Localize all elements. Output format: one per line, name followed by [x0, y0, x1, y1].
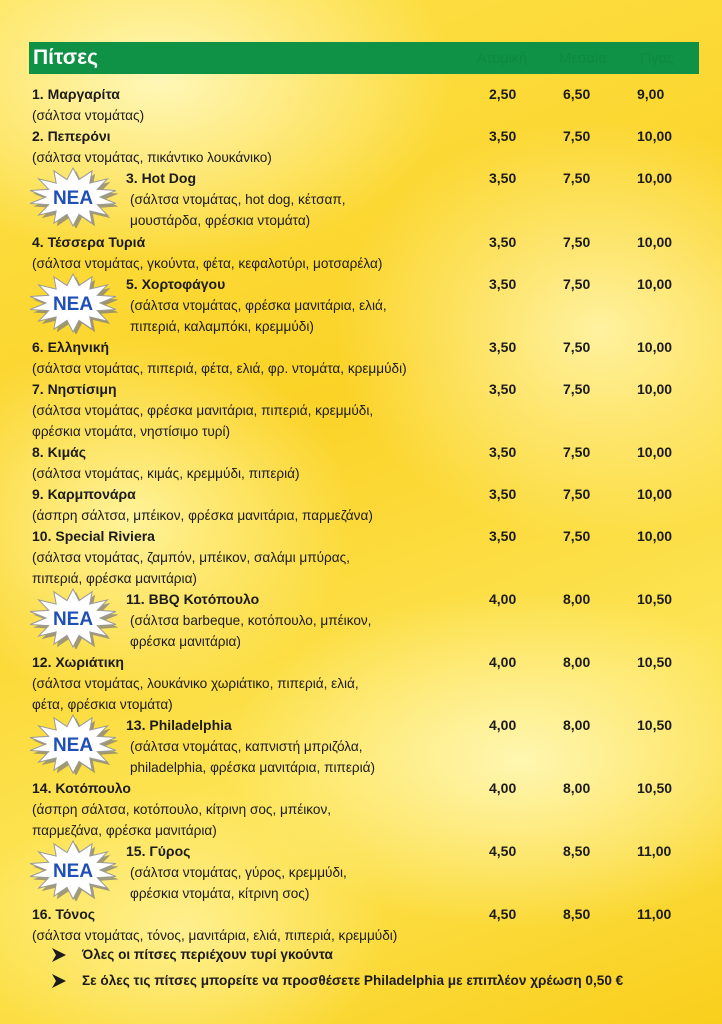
arrow-bullet-icon	[50, 946, 68, 964]
item-description: φρέσκια ντομάτα, κίτρινη σος)	[130, 886, 310, 901]
item-description: (σάλτσα ντομάτας, ζαμπόν, μπέικον, σαλάμι μπύρας,	[32, 550, 350, 565]
price-giant: 10,00	[637, 339, 673, 355]
item-description: (σάλτσα barbeque, κοτόπουλο, μπέικον,	[130, 613, 372, 628]
item-name: 3. Hot Dog	[126, 170, 196, 186]
new-badge-label: ΝΕΑ	[52, 735, 94, 756]
note-text: Όλες οι πίτσες περιέχουν τυρί γκούντα	[82, 947, 333, 962]
item-description: (σάλτσα ντομάτας, τόνος, μανιτάρια, ελιά, πιπεριά, κρεμμύδι)	[32, 928, 398, 943]
section-title: Πίτσες	[33, 46, 99, 69]
price-medium: 7,50	[563, 486, 591, 502]
item-description: πιπεριά, φρέσκα μανιτάρια)	[32, 571, 197, 586]
item-description: (σάλτσα ντομάτας, πιπεριά, φέτα, ελιά, φρ. ντομάτα, κρεμμύδι)	[32, 361, 407, 376]
new-badge-label: ΝΕΑ	[52, 294, 94, 315]
item-description: (σάλτσα ντομάτας, φρέσκα μανιτάρια, πιπεριά, κρεμμύδι,	[32, 403, 374, 418]
new-badge-label: ΝΕΑ	[52, 861, 94, 882]
arrow-bullet-icon	[50, 972, 68, 990]
price-small: 3,50	[489, 170, 517, 186]
price-giant: 10,50	[637, 780, 673, 796]
price-small: 4,00	[489, 591, 517, 607]
item-name: 7. Νηστίσιμη	[32, 381, 117, 397]
price-medium: 7,50	[563, 381, 591, 397]
new-badge-label: ΝΕΑ	[52, 188, 94, 209]
price-giant: 10,00	[637, 528, 673, 544]
item-description: (σάλτσα ντομάτας, hot dog, κέτσαπ,	[130, 192, 346, 207]
item-description: (άσπρη σάλτσα, κοτόπουλο, κίτρινη σος, μπέικον,	[32, 802, 332, 817]
price-giant: 10,50	[637, 591, 673, 607]
column-giant: Γίγας	[640, 51, 674, 67]
item-name: 13. Philadelphia	[126, 717, 232, 733]
item-name: 16. Τόνος	[32, 906, 96, 922]
item-name: 11. BBQ Κοτόπουλο	[126, 591, 260, 607]
item-description: μουστάρδα, φρέσκια ντομάτα)	[130, 213, 311, 228]
item-description: φρέσκα μανιτάρια)	[130, 634, 241, 649]
price-giant: 10,50	[637, 654, 673, 670]
item-name: 4. Τέσσερα Τυριά	[32, 234, 146, 250]
price-medium: 7,50	[563, 444, 591, 460]
price-small: 2,50	[489, 86, 517, 102]
item-name: 12. Χωριάτικη	[32, 654, 124, 670]
item-description: (σάλτσα ντομάτας)	[32, 108, 145, 123]
new-badge	[28, 272, 118, 334]
column-small: Ατομική	[476, 51, 528, 67]
item-name: 8. Κιμάς	[32, 444, 87, 460]
new-badge	[28, 713, 118, 775]
item-name: 1. Μαργαρίτα	[32, 86, 120, 102]
item-description: φέτα, φρέσκια ντομάτα)	[32, 697, 173, 712]
price-small: 3,50	[489, 339, 517, 355]
price-giant: 10,00	[637, 444, 673, 460]
price-medium: 7,50	[563, 128, 591, 144]
price-giant: 9,00	[637, 86, 665, 102]
price-small: 4,50	[489, 843, 517, 859]
item-name: 15. Γύρος	[126, 843, 191, 859]
price-giant: 11,00	[637, 843, 672, 859]
item-description: πιπεριά, καλαμπόκι, κρεμμύδι)	[130, 319, 314, 334]
price-medium: 7,50	[563, 339, 591, 355]
price-giant: 10,00	[637, 170, 673, 186]
item-description: (σάλτσα ντομάτας, γύρος, κρεμμύδι,	[130, 865, 347, 880]
price-giant: 10,00	[637, 486, 673, 502]
price-giant: 10,00	[637, 234, 673, 250]
item-description: (άσπρη σάλτσα, μπέικον, φρέσκα μανιτάρια, παρμεζάνα)	[32, 508, 373, 523]
price-small: 3,50	[489, 234, 517, 250]
price-medium: 8,50	[563, 843, 591, 859]
new-badge	[28, 587, 118, 649]
new-badge	[28, 166, 118, 228]
price-medium: 7,50	[563, 528, 591, 544]
price-medium: 8,00	[563, 780, 591, 796]
item-description: (σάλτσα ντομάτας, λουκάνικο χωριάτικο, πιπεριά, ελιά,	[32, 676, 359, 691]
price-medium: 7,50	[563, 276, 591, 292]
price-small: 3,50	[489, 128, 517, 144]
price-medium: 8,00	[563, 654, 591, 670]
item-description: philadelphia, φρέσκα μανιτάρια, πιπεριά)	[130, 760, 376, 775]
price-medium: 7,50	[563, 170, 591, 186]
price-giant: 10,00	[637, 128, 673, 144]
item-description: (σάλτσα ντομάτας, πικάντικο λουκάνικο)	[32, 150, 272, 165]
price-medium: 7,50	[563, 234, 591, 250]
column-medium: Μεσαία	[559, 51, 607, 67]
price-giant: 10,00	[637, 276, 673, 292]
item-description: φρέσκια ντομάτα, νηστίσιμο τυρί)	[32, 424, 231, 439]
item-name: 14. Κοτόπουλο	[32, 780, 131, 796]
price-giant: 11,00	[637, 906, 672, 922]
note-text: Σε όλες τις πίτσες μπορείτε να προσθέσετε Philadelphia με επιπλέον χρέωση 0,50 €	[82, 973, 624, 988]
price-small: 4,50	[489, 906, 517, 922]
price-small: 3,50	[489, 528, 517, 544]
item-description: (σάλτσα ντομάτας, γκούντα, φέτα, κεφαλοτύρι, μοτσαρέλα)	[32, 256, 383, 271]
item-name: 6. Ελληνική	[32, 339, 110, 355]
price-small: 4,00	[489, 717, 517, 733]
price-giant: 10,00	[637, 381, 673, 397]
price-small: 4,00	[489, 780, 517, 796]
price-giant: 10,50	[637, 717, 673, 733]
new-badge-label: ΝΕΑ	[52, 609, 94, 630]
price-medium: 8,50	[563, 906, 591, 922]
item-name: 5. Χορτοφάγου	[126, 276, 226, 292]
price-small: 3,50	[489, 381, 517, 397]
price-small: 4,00	[489, 654, 517, 670]
price-medium: 8,00	[563, 717, 591, 733]
item-description: (σάλτσα ντομάτας, φρέσκα μανιτάρια, ελιά,	[130, 298, 387, 313]
price-small: 3,50	[489, 486, 517, 502]
item-name: 10. Special Riviera	[32, 528, 155, 544]
item-name: 2. Πεπερόνι	[32, 128, 111, 144]
new-badge	[28, 839, 118, 901]
price-small: 3,50	[489, 444, 517, 460]
item-description: (σάλτσα ντομάτας, κιμάς, κρεμμύδι, πιπεριά)	[32, 466, 300, 481]
price-medium: 6,50	[563, 86, 591, 102]
item-description: (σάλτσα ντομάτας, καπνιστή μπριζόλα,	[130, 739, 363, 754]
item-description: παρμεζάνα, φρέσκα μανιτάρια)	[32, 823, 217, 838]
price-medium: 8,00	[563, 591, 591, 607]
item-name: 9. Καρμπονάρα	[32, 486, 136, 502]
price-small: 3,50	[489, 276, 517, 292]
